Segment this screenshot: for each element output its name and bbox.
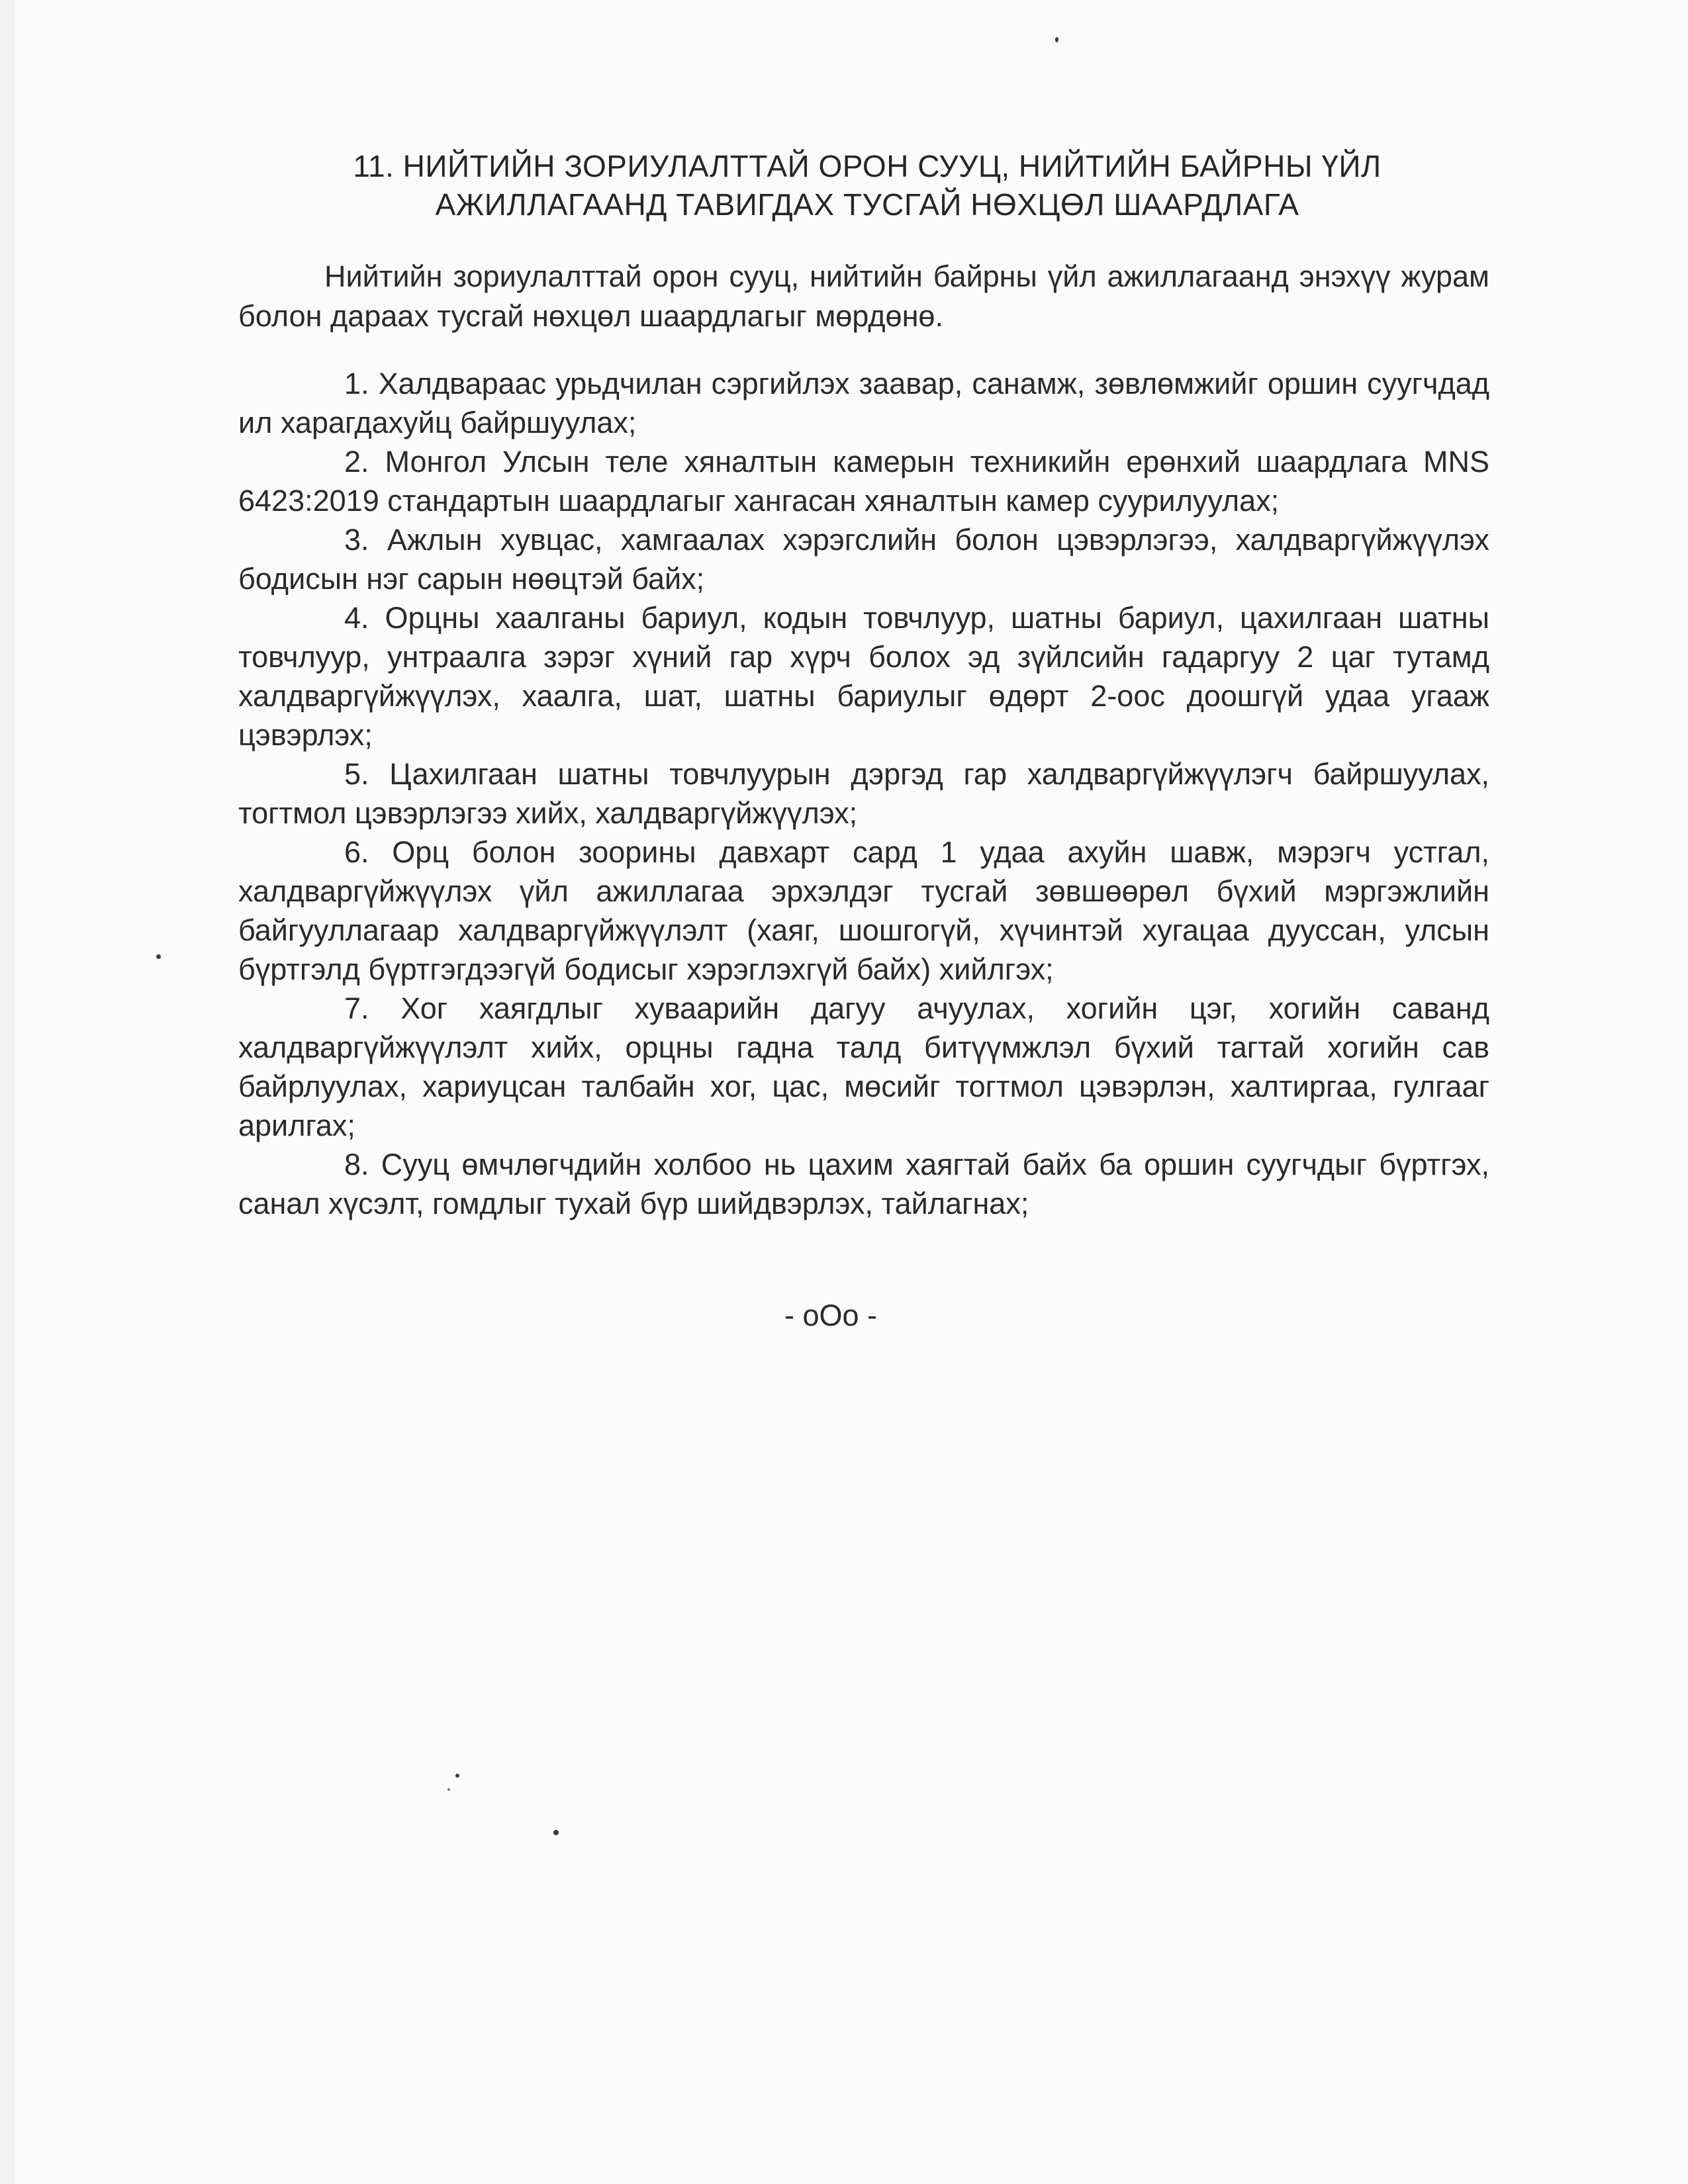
list-item: 4. Орцны хаалганы бариул, кодын товчлуур, шатны бариул, цахилгаан шатны товчлуур, унтраалга зэрэг хүний гар хүрч болох эд зүйлсийн гадаргуу 2 цаг тутамд халдваргүйжүүлэх, хаалга, шат, шатны бариулыг өдөрт 2-оос доошгүй удаа угааж цэвэрлэх; (238, 601, 1489, 752)
list-item: 2. Монгол Улсын теле хяналтын камерын техникийн ерөнхий шаардлага MNS 6423:2019 стандартын шаардлагыг хангасан хяналтын камер суурилуулах; (238, 445, 1489, 518)
list-item: 8. Сууц өмчлөгчдийн холбоо нь цахим хаягтай байх ба оршин суугчдыг бүртгэх, санал хүсэлт, гомдлыг тухай бүр шийдвэрлэх, тайлагнах; (238, 1148, 1489, 1220)
title-line-2: АЖИЛЛАГААНД ТАВИГДАХ ТУСГАЙ НӨХЦӨЛ ШААРДЛАГА (435, 187, 1299, 222)
intro-paragraph: Нийтийн зориулалттай орон сууц, нийтийн байрны үйл ажиллагаанд энэхүү журам болон дараах тусгай нөхцөл шаардлагыг мөрдөнө. (238, 259, 1489, 333)
list-item: 3. Ажлын хувцас, хамгаалах хэрэгслийн болон цэвэрлэгээ, халдваргүйжүүлэх бодисын нэг сарын нөөцтэй байх; (238, 523, 1489, 596)
list-item: 5. Цахилгаан шатны товчлуурын дэргэд гар халдваргүйжүүлэгч байршуулах, тогтмол цэвэрлэгээ хийх, халдваргүйжүүлэх; (238, 757, 1489, 830)
end-mark: - оОо - (784, 1298, 878, 1332)
list-item: 1. Халдвараас урьдчилан сэргийлэх заавар, санамж, зөвлөмжийг оршин суугчдад ил харагдахуйц байршуулах; (238, 367, 1489, 439)
scan-speck (455, 1774, 459, 1778)
document-title (238, 147, 1496, 224)
scan-speck (553, 1830, 559, 1835)
scan-edge-shadow (0, 0, 15, 2184)
list-item: 6. Орц болон зоорины давхарт сард 1 удаа ахуйн шавж, мэрэгч устгал, халдваргүйжүүлэх үйл ажиллагаа эрхэлдэг тусгай зөвшөөрөл бүхий мэргэжлийн байгууллагаар халдваргүйжүүлэлт (хаяг, шошгогүй, хүчинтэй хугацаа дууссан, улсын бүртгэлд бүртгэгдээгүй бодисыг хэрэглэхгүй байх) хийлгэх; (238, 835, 1489, 986)
scan-speck (447, 1788, 450, 1791)
requirements-list (238, 364, 1489, 1223)
title-line-1: 11. НИЙТИЙН ЗОРИУЛАЛТТАЙ ОРОН СУУЦ, НИЙТИЙН БАЙРНЫ ҮЙЛ (353, 149, 1382, 183)
list-item: 7. Хог хаягдлыг хуваарийн дагуу ачуулах, хогийн цэг, хогийн саванд халдваргүйжүүлэлт хийх, орцны гадна талд битүүмжлэл бүхий тагтай хогийн сав байрлуулах, хариуцсан талбайн хог, цас, мөсийг тогтмол цэвэрлэн, халтиргаа, гулгааг арилгах; (238, 991, 1489, 1142)
scan-speck (1055, 37, 1058, 42)
scan-speck (156, 954, 161, 959)
